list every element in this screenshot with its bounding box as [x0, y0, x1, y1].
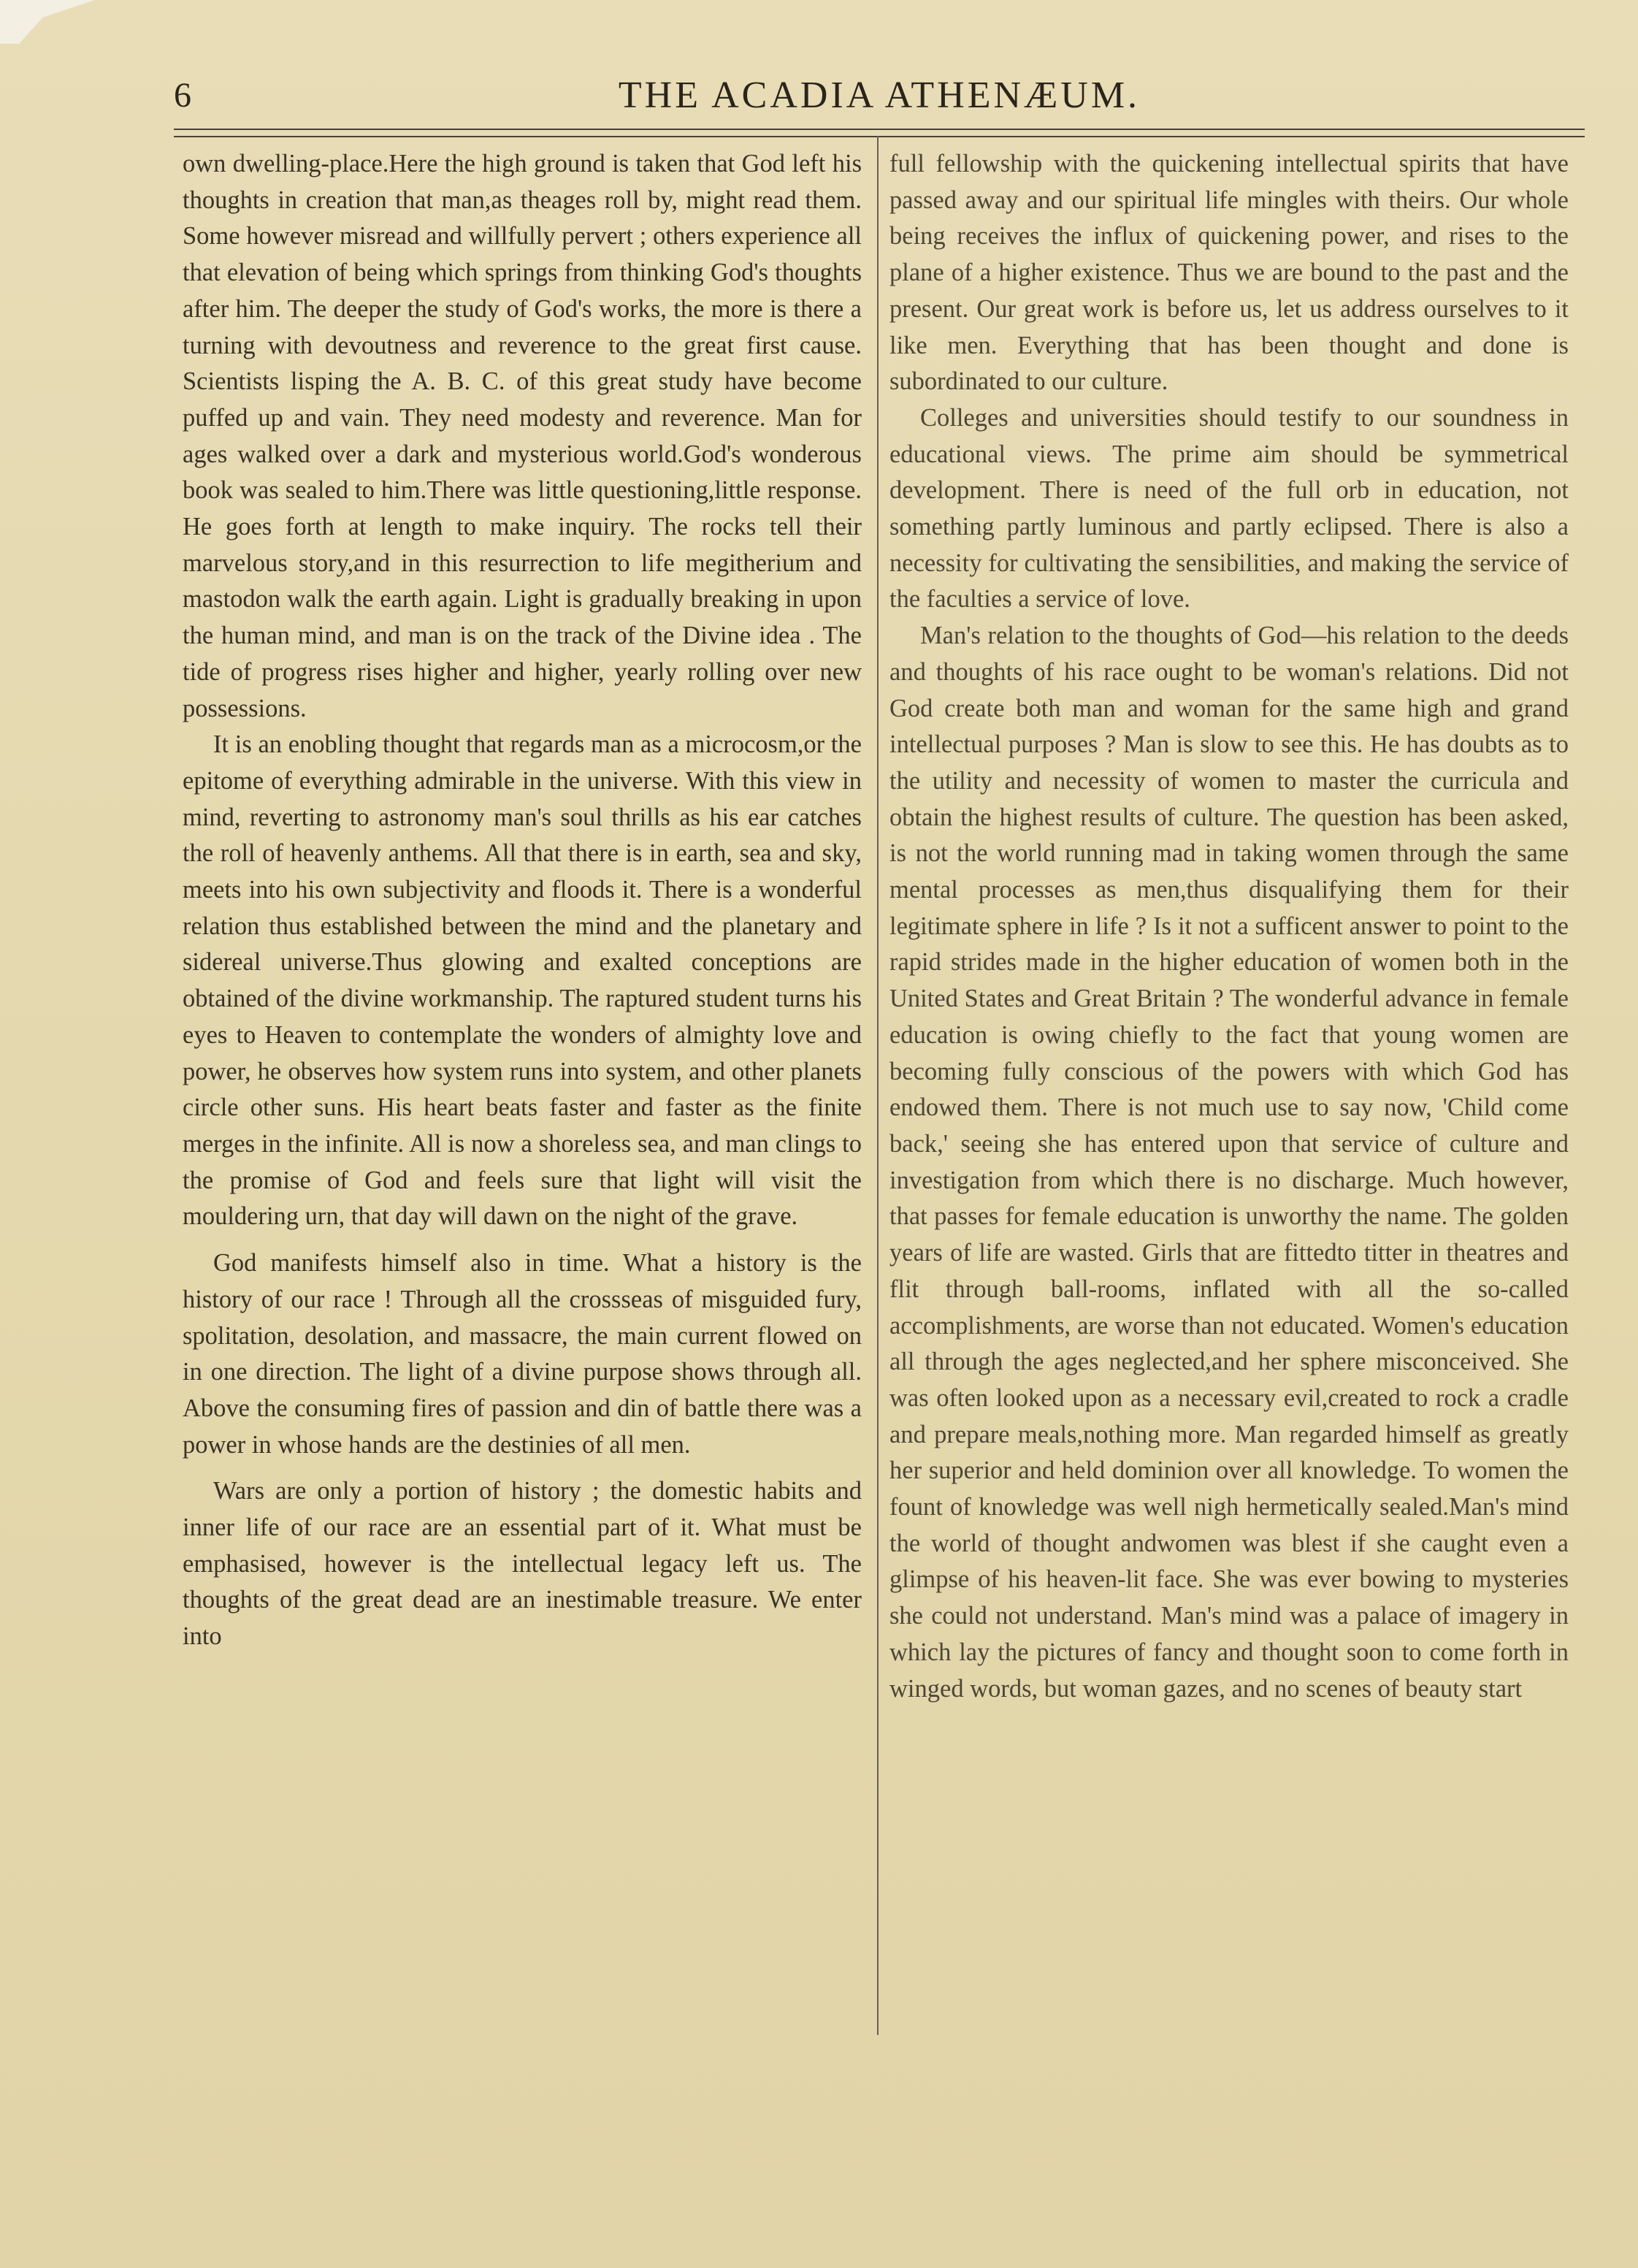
- right-column: [889, 146, 1569, 1707]
- page-number: 6: [174, 76, 191, 115]
- journal-title: THE ACADIA ATHENÆUM.: [618, 75, 1141, 116]
- torn-corner: [0, 0, 95, 44]
- header-rule-bottom: [174, 136, 1585, 137]
- column-divider: [877, 136, 879, 2035]
- page-header: [174, 70, 1585, 121]
- right-paragraph-1: full fellowship with the quickening intellectual spirits that have passed away and our spiritual life mingles with theirs. Our whole being receives the influx of quickening power, and rises to the plane of a higher existence. Thus we are bound to the past and the present. Our great work is before us, let us address ourselves to it like men. Everything that has been thought and done is subordinated to our culture.: [889, 150, 1569, 396]
- left-paragraph-4: Wars are only a portion of history ; the domestic habits and inner life of our race are an essential part of it. What must be emphasised, however is the intellectual legacy left us. The thoughts of the great dead are an inestimable treasure. We enter into: [183, 1477, 862, 1651]
- right-paragraph-2: Colleges and universities should testify to our soundness in educational views. The prime aim should be symmetrical development. There is need of the full orb in education, not something partly luminous and partly eclipsed. There is also a necessity for cultivating the sensibilities, and making the service of the faculties a service of love.: [889, 403, 1569, 614]
- left-paragraph-3: God manifests himself also in time. What a history is the history of our race ! Through all the crossseas of misguided fury, spolitation, desolation, and massacre, the main current flowed on in one direction. The light of a divine purpose shows through all. Above the consuming fires of passion and din of battle there was a power in whose hands are the destinies of all men.: [183, 1249, 862, 1459]
- left-paragraph-1: own dwelling-place.Here the high ground is taken that God left his thoughts in creation that man,as theages roll by, might read them. Some however misread and willfully pervert ; others experience all that elevation of being which springs from thinking God's thoughts after him. The deeper the study of God's works, the more is there a turning with devoutness and reverence to the great first cause. Scientists lisping the A. B. C. of this great study have become puffed up and vain. They need modesty and reverence. Man for ages walked over a dark and mysterious world.God's wonderous book was sealed to him.There was little questioning,little response. He goes forth at length to make inquiry. The rocks tell their marvelous story,and in this resurrection to life megitherium and mastodon walk the earth again. Light is gradually breaking in upon the human mind, and man is on the track of the Divine idea . The tide of progress rises higher and higher, yearly rolling over new possessions.: [183, 150, 862, 722]
- header-rule-top: [174, 129, 1585, 130]
- left-paragraph-2: It is an enobling thought that regards man as a microcosm,or the epitome of everything admirable in the universe. With this view in mind, reverting to astronomy man's soul thrills as his ear catches the roll of heavenly anthems. All that there is in earth, sea and sky, meets into his own subjectivity and floods it. There is a wonderful relation thus established between the mind and the planetary and sidereal universe.Thus glowing and exalted conceptions are obtained of the divine workmanship. The raptured student turns his eyes to Heaven to contemplate the wonders of almighty love and power, he observes how system runs into system, and other planets circle other suns. His heart beats faster and faster as the finite merges in the infinite. All is now a shoreless sea, and man clings to the promise of God and feels sure that light will visit the mouldering urn, that day will dawn on the night of the grave.: [183, 730, 862, 1231]
- right-paragraph-3: Man's relation to the thoughts of God—his relation to the deeds and thoughts of his race ought to be woman's relations. Did not God create both man and woman for the same high and grand intellectual purposes ? Man is slow to see this. He has doubts as to the utility and necessity of women to master the curricula and obtain the highest results of culture. The question has been asked, is not the world running mad in taking women through the same mental processes as men,thus disqualifying them for their legitimate sphere in life ? Is it not a sufficent answer to point to the rapid strides made in the higher education of women both in the United States and Great Britain ? The wonderful advance in female education is owing chiefly to the fact that young women are becoming fully conscious of the powers with which God has endowed them. There is not much use to say now, 'Child come back,' seeing she has entered upon that service of culture and investigation from which there is no discharge. Much however, that passes for female education is unworthy the name. The golden years of life are wasted. Girls that are fittedto titter in theatres and flit through ball-rooms, inflated with all the so-called accomplishments, are worse than not educated. Women's education all through the ages neglected,and her sphere misconceived. She was often looked upon as a necessary evil,created to rock a cradle and prepare meals,nothing more. Man regarded himself as greatly her superior and held dominion over all knowledge. To women the fount of knowledge was well nigh hermetically sealed.Man's mind the world of thought andwomen was blest if she caught even a glimpse of his heaven-lit face. She was ever bowing to mysteries she could not understand. Man's mind was a palace of imagery in which lay the pictures of fancy and thought soon to come forth in winged words, but woman gazes, and no scenes of beauty start: [889, 622, 1569, 1703]
- left-column: [183, 146, 862, 1655]
